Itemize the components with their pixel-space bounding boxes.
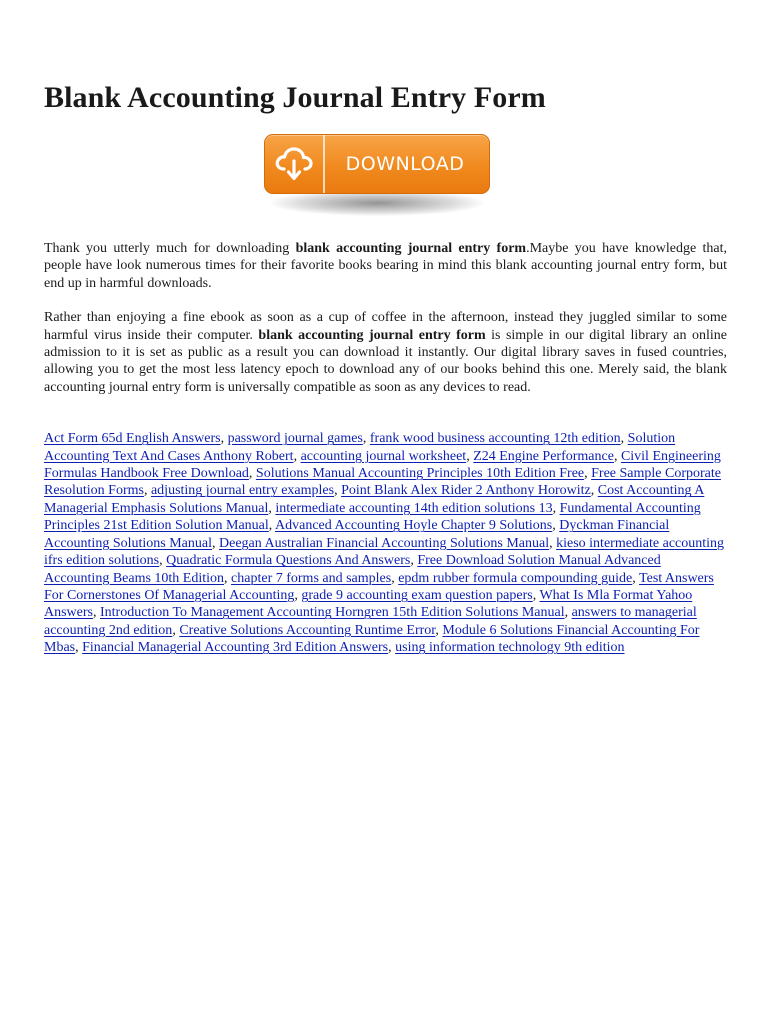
description-text-before: Rather than enjoying a fine ebook as soon as a cup of coffee in the afternoon, instead they juggled similar to some harmful virus inside their computer.: [44, 310, 727, 343]
description-paragraph: [44, 309, 727, 396]
link-separator: ,: [466, 448, 474, 464]
link-separator: ,: [159, 553, 167, 569]
related-link[interactable]: using information technology 9th edition: [395, 640, 625, 656]
related-link[interactable]: Module 6 Solutions Financial Accounting For Mbas: [44, 622, 700, 656]
link-separator: ,: [220, 431, 228, 447]
related-link[interactable]: What Is Mla Format Yahoo Answers: [44, 587, 693, 621]
link-separator: ,: [224, 570, 232, 586]
document-page: [44, 0, 727, 657]
cloud-download-icon: [265, 135, 325, 193]
intro-paragraph: [44, 240, 727, 292]
link-separator: ,: [294, 587, 302, 603]
related-link[interactable]: epdm rubber formula compounding guide: [398, 570, 633, 586]
related-link[interactable]: accounting journal worksheet: [300, 448, 467, 464]
related-link[interactable]: Introduction To Management Accounting Horngren 15th Edition Solutions Manual: [100, 605, 565, 621]
link-separator: ,: [435, 622, 443, 638]
related-link[interactable]: Act Form 65d English Answers: [44, 431, 221, 447]
link-separator: ,: [391, 570, 399, 586]
related-link[interactable]: Fundamental Accounting Principles 21st Edition Solution Manual: [44, 500, 701, 534]
link-separator: ,: [552, 518, 560, 534]
related-link[interactable]: Advanced Accounting Hoyle Chapter 9 Solutions: [275, 518, 553, 534]
related-link[interactable]: Financial Managerial Accounting 3rd Edition Answers: [82, 640, 389, 656]
related-link[interactable]: Free Download Solution Manual Advanced Accounting Beams 10th Edition: [44, 553, 661, 586]
intro-text-after: .Maybe you have knowledge that, people have look numerous times for their favorite books bearing in mind this blank accounting journal entry form, but end up in harmful downloads.: [44, 241, 727, 291]
intro-bold-title: blank accounting journal entry form: [295, 241, 527, 256]
related-link[interactable]: intermediate accounting 14th edition solutions 13: [275, 500, 553, 516]
download-button-label: DOWNLOAD: [345, 153, 465, 175]
related-link[interactable]: chapter 7 forms and samples: [231, 570, 392, 586]
related-link[interactable]: kieso intermediate accounting ifrs edition solutions: [44, 535, 725, 569]
related-link[interactable]: Cost Accounting A Managerial Emphasis Solutions Manual: [44, 483, 705, 516]
related-link[interactable]: Creative Solutions Accounting Runtime Error: [179, 622, 436, 638]
link-separator: ,: [143, 483, 151, 499]
link-separator: ,: [590, 483, 598, 499]
download-area: [262, 134, 502, 234]
link-separator: ,: [75, 640, 83, 656]
link-separator: ,: [268, 518, 276, 534]
link-separator: ,: [552, 500, 560, 516]
related-link[interactable]: frank wood business accounting 12th edition: [369, 431, 621, 447]
link-separator: ,: [613, 448, 621, 464]
page-title: Blank Accounting Journal Entry Form: [44, 81, 546, 114]
related-link[interactable]: Dyckman Financial Accounting Solutions Manual: [44, 518, 670, 551]
description-text-after: is simple in our digital library an online admission to it is set as public as a result you can download it instantly. Our digital library saves in fused countries, allowing you to get the most less latency epoch to download any of our books behind this one. Merely said, the blank accounting journal entry form is universally compatible as soon as any devices to read.: [44, 327, 727, 395]
link-separator: ,: [620, 431, 628, 447]
related-link[interactable]: Free Sample Corporate Resolution Forms: [44, 466, 721, 499]
description-bold-title: blank accounting journal entry form: [258, 327, 486, 343]
link-separator: ,: [93, 605, 100, 621]
link-separator: ,: [549, 535, 557, 551]
related-link[interactable]: Point Blank Alex Rider 2 Anthony Horowitz: [341, 483, 591, 499]
related-link[interactable]: Test Answers For Cornerstones Of Managerial Accounting: [44, 570, 714, 603]
link-separator: ,: [532, 587, 540, 603]
link-separator: ,: [388, 640, 396, 656]
related-links-list: [44, 430, 727, 656]
link-separator: ,: [212, 535, 219, 551]
link-separator: ,: [172, 622, 180, 638]
related-link[interactable]: Civil Engineering Formulas Handbook Free Download: [44, 448, 721, 482]
link-separator: ,: [564, 605, 572, 621]
link-separator: ,: [248, 466, 256, 482]
related-link[interactable]: password journal games: [227, 431, 363, 447]
related-link[interactable]: answers to managerial accounting 2nd edition: [44, 605, 697, 638]
link-separator: ,: [410, 553, 418, 569]
download-button[interactable]: [264, 134, 490, 194]
related-link[interactable]: adjusting journal entry examples: [150, 483, 335, 499]
related-link[interactable]: Z24 Engine Performance: [473, 448, 614, 464]
related-link[interactable]: Solutions Manual Accounting Principles 10th Edition Free: [255, 466, 585, 482]
intro-text-before: Thank you utterly much for downloading: [44, 241, 296, 256]
related-link[interactable]: grade 9 accounting exam question papers: [301, 587, 533, 603]
link-separator: ,: [584, 466, 592, 482]
link-separator: ,: [362, 431, 370, 447]
related-link[interactable]: Quadratic Formula Questions And Answers: [166, 553, 411, 569]
related-link[interactable]: Solution Accounting Text And Cases Anthony Robert: [44, 431, 676, 464]
related-link[interactable]: Deegan Australian Financial Accounting Solutions Manual: [219, 535, 550, 551]
link-separator: ,: [268, 500, 276, 516]
link-separator: ,: [293, 448, 301, 464]
link-separator: ,: [334, 483, 342, 499]
link-separator: ,: [632, 570, 640, 586]
